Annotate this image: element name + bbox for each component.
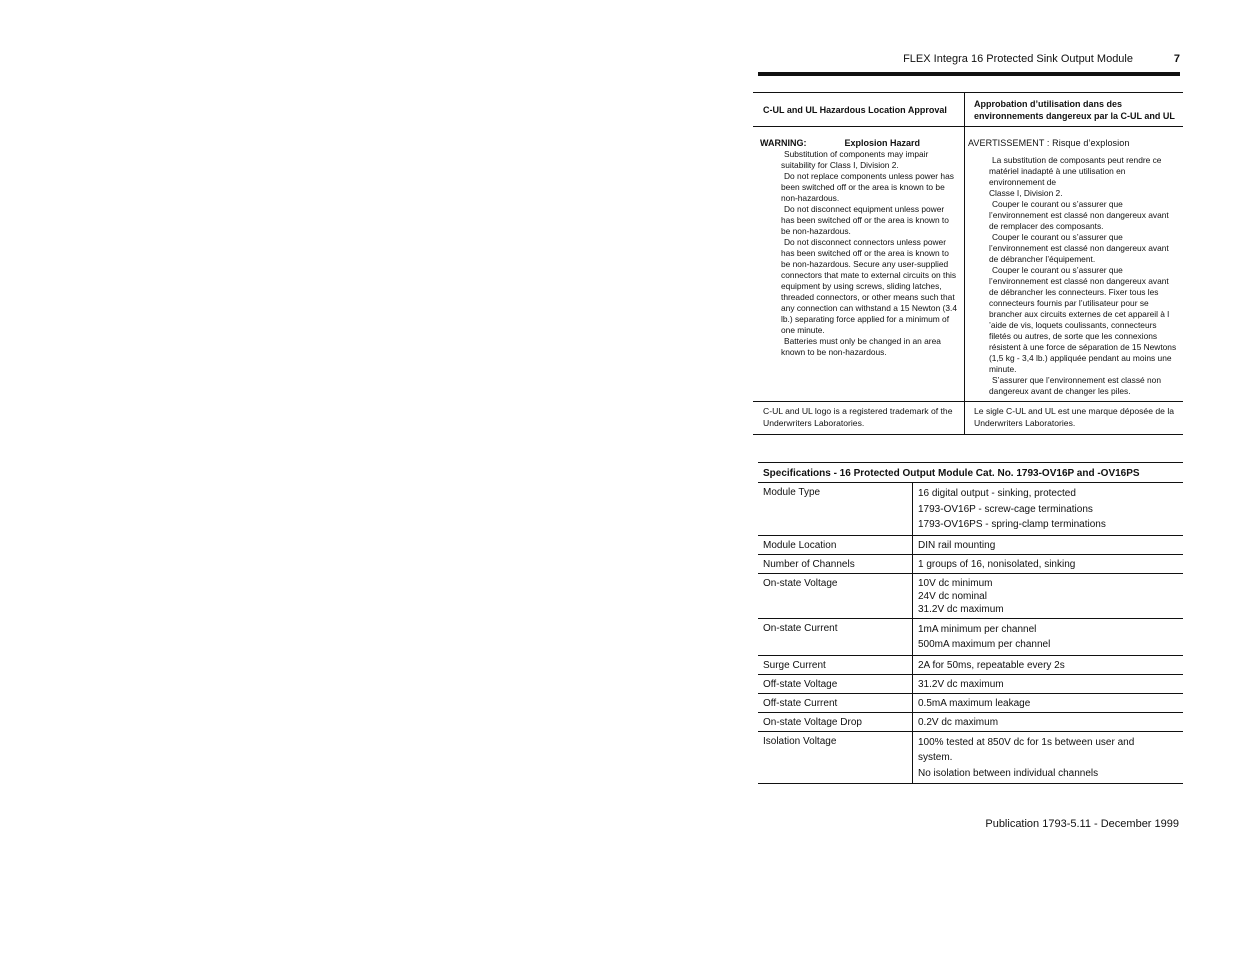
trademark-note-fr: Le sigle C-UL and UL est une marque déposée de la Underwriters Laboratories. bbox=[974, 406, 1175, 428]
warning-item-text: Do not disconnect connectors unless power has been switched off or the area is known to be non-hazardous. Secure any user-supplied connectors that mate to external circuits on this equipment by using screws, sliding latches, threaded connectors, or other means such that any connection can withstand a 15 Newton (3.4 lb.) separating force applied for a minimum of one minute. bbox=[781, 237, 960, 335]
spec-parameter: Off-state Current bbox=[758, 693, 913, 712]
table-row bbox=[758, 693, 1183, 712]
avertissement-item-text: La substitution de composants peut rendre ce matériel inadapté à une utilisation en environnement de bbox=[989, 155, 1162, 187]
warning-heading bbox=[760, 138, 958, 149]
spec-value bbox=[913, 573, 1184, 618]
table-row bbox=[758, 535, 1183, 554]
approval-heading-fr-line2: environnements dangereux par la C-UL and UL bbox=[974, 110, 1175, 121]
warning-label: WARNING: bbox=[760, 138, 807, 148]
warning-item bbox=[781, 336, 958, 358]
spec-value bbox=[913, 483, 1184, 536]
warning-item-text: Batteries must only be changed in an area known to be non-hazardous. bbox=[781, 336, 944, 357]
publication-footer: Publication 1793-5.11 - December 1999 bbox=[985, 818, 1179, 830]
page-number: 7 bbox=[1173, 53, 1180, 65]
spec-value-line: 500mA maximum per channel bbox=[918, 639, 1051, 650]
running-header-title: FLEX Integra 16 Protected Sink Output Module bbox=[903, 53, 1133, 65]
spec-value-line: 1793-OV16P - screw-cage terminations bbox=[918, 503, 1093, 515]
avertissement-item bbox=[989, 232, 1179, 265]
warning-item bbox=[781, 237, 958, 336]
warning-title: Explosion Hazard bbox=[844, 138, 921, 148]
spec-parameter: Module Type bbox=[758, 483, 913, 536]
specifications-title: Specifications - 16 Protected Output Module Cat. No. 1793-OV16P and -OV16PS bbox=[758, 463, 1183, 483]
warning-item-text: Do not replace components unless power has been switched off or the area is known to be non-hazardous. bbox=[781, 171, 957, 203]
spec-value bbox=[913, 618, 1184, 655]
table-row bbox=[758, 731, 1183, 784]
avertissement-item bbox=[989, 155, 1179, 188]
table-row bbox=[758, 483, 1183, 536]
warning-item-text: Substitution of components may impair suitability for Class I, Division 2. bbox=[781, 149, 931, 170]
avertissement-item-text: Couper le courant ou s’assurer que l’environnement est classé non dangereux avant de débrancher l’équipement. bbox=[989, 232, 1169, 264]
spec-value bbox=[913, 693, 1184, 712]
table-row bbox=[758, 554, 1183, 573]
approval-heading-en: C-UL and UL Hazardous Location Approval bbox=[753, 93, 965, 126]
spec-value bbox=[913, 535, 1184, 554]
avertissement-item-text: Couper le courant ou s’assurer que l’environnement est classé non dangereux avant de remplacer des composants. bbox=[989, 199, 1169, 231]
spec-value-line: 31.2V dc maximum bbox=[918, 603, 1004, 615]
spec-parameter: On-state Current bbox=[758, 618, 913, 655]
spec-value-line: 0.5mA maximum leakage bbox=[918, 697, 1031, 709]
approval-footer-row bbox=[753, 402, 1183, 435]
specifications-body bbox=[758, 483, 1183, 784]
spec-parameter: On-state Voltage bbox=[758, 573, 913, 618]
spec-value-line: 24V dc nominal bbox=[918, 590, 987, 602]
spec-value-line: DIN rail mounting bbox=[918, 539, 996, 551]
spec-parameter: Module Location bbox=[758, 535, 913, 554]
spec-parameter: Off-state Voltage bbox=[758, 674, 913, 693]
avertissement-item-text: S’assurer que l’environnement est classé non dangereux avant de changer les piles. bbox=[989, 375, 1161, 396]
spec-parameter: Number of Channels bbox=[758, 554, 913, 573]
avertissement-heading: AVERTISSEMENT : Risque d’explosion bbox=[968, 138, 1130, 148]
avertissement-item bbox=[989, 188, 1179, 199]
approval-heading-fr-line1: Approbation d’utilisation dans des bbox=[974, 98, 1123, 109]
approval-heading-fr bbox=[965, 93, 1183, 126]
specifications-header-row bbox=[758, 463, 1183, 483]
trademark-note-en: C-UL and UL logo is a registered trademark of the Underwriters Laboratories. bbox=[753, 402, 965, 434]
spec-value-line: 2A for 50ms, repeatable every 2s bbox=[918, 659, 1065, 671]
avertissement-body bbox=[989, 155, 1179, 397]
table-row bbox=[758, 712, 1183, 731]
table-row bbox=[758, 674, 1183, 693]
spec-value-line: 100% tested at 850V dc for 1s between user and bbox=[918, 736, 1135, 748]
avertissement-item-text: Couper le courant ou s’assurer que l’environnement est classé non dangereux avant de débrancher les connecteurs. Fixer tous les connecteurs fournis par l’utilisateur pour se brancher aux circuits externes de cet appareil à l ’aide de vis, loquets coulissants, connecteurs filetés ou autres, de sorte que les connexions résistent à une force de séparation de 15 Newtons (1,5 kg - 3,4 lb.) appliquée pendant au moins une minute. bbox=[989, 265, 1177, 374]
spec-value-line: 16 digital output - sinking, protected bbox=[918, 488, 1076, 499]
header-rule bbox=[758, 72, 1180, 76]
spec-value-line: 1mA minimum per channel bbox=[918, 623, 1037, 635]
warning-item bbox=[781, 149, 958, 171]
spec-value-line: 0.2V dc maximum bbox=[918, 716, 999, 728]
warning-item-text: Do not disconnect equipment unless power has been switched off or the area is known to be non-hazardous. bbox=[781, 204, 952, 236]
table-row bbox=[758, 655, 1183, 674]
approval-table bbox=[753, 92, 1183, 435]
warning-cell bbox=[753, 127, 965, 401]
spec-value bbox=[913, 554, 1184, 573]
avertissement-item bbox=[989, 375, 1179, 397]
avertissement-item-text: Classe I, Division 2. bbox=[989, 188, 1063, 198]
spec-value bbox=[913, 674, 1184, 693]
spec-value-line: No isolation between individual channels bbox=[918, 767, 1099, 779]
spec-value-line: 31.2V dc maximum bbox=[918, 678, 1004, 690]
spec-value-line: 1 groups of 16, nonisolated, sinking bbox=[918, 558, 1076, 570]
spec-parameter: Surge Current bbox=[758, 655, 913, 674]
table-row bbox=[758, 618, 1183, 655]
warning-item bbox=[781, 204, 958, 237]
spec-value bbox=[913, 655, 1184, 674]
spec-parameter: On-state Voltage Drop bbox=[758, 712, 913, 731]
spec-parameter: Isolation Voltage bbox=[758, 731, 913, 784]
spec-value-line: 10V dc minimum bbox=[918, 577, 993, 589]
spec-value bbox=[913, 712, 1184, 731]
avertissement-cell bbox=[965, 127, 1183, 401]
approval-header-row bbox=[753, 92, 1183, 127]
avertissement-item bbox=[989, 199, 1179, 232]
specifications-table bbox=[758, 462, 1183, 784]
spec-value-line: 1793-OV16PS - spring-clamp terminations bbox=[918, 519, 1106, 530]
warning-item bbox=[781, 171, 958, 204]
table-row bbox=[758, 573, 1183, 618]
approval-body-row bbox=[753, 127, 1183, 402]
avertissement-item bbox=[989, 265, 1179, 375]
spec-value bbox=[913, 731, 1184, 784]
spec-value-line: system. bbox=[918, 752, 953, 763]
